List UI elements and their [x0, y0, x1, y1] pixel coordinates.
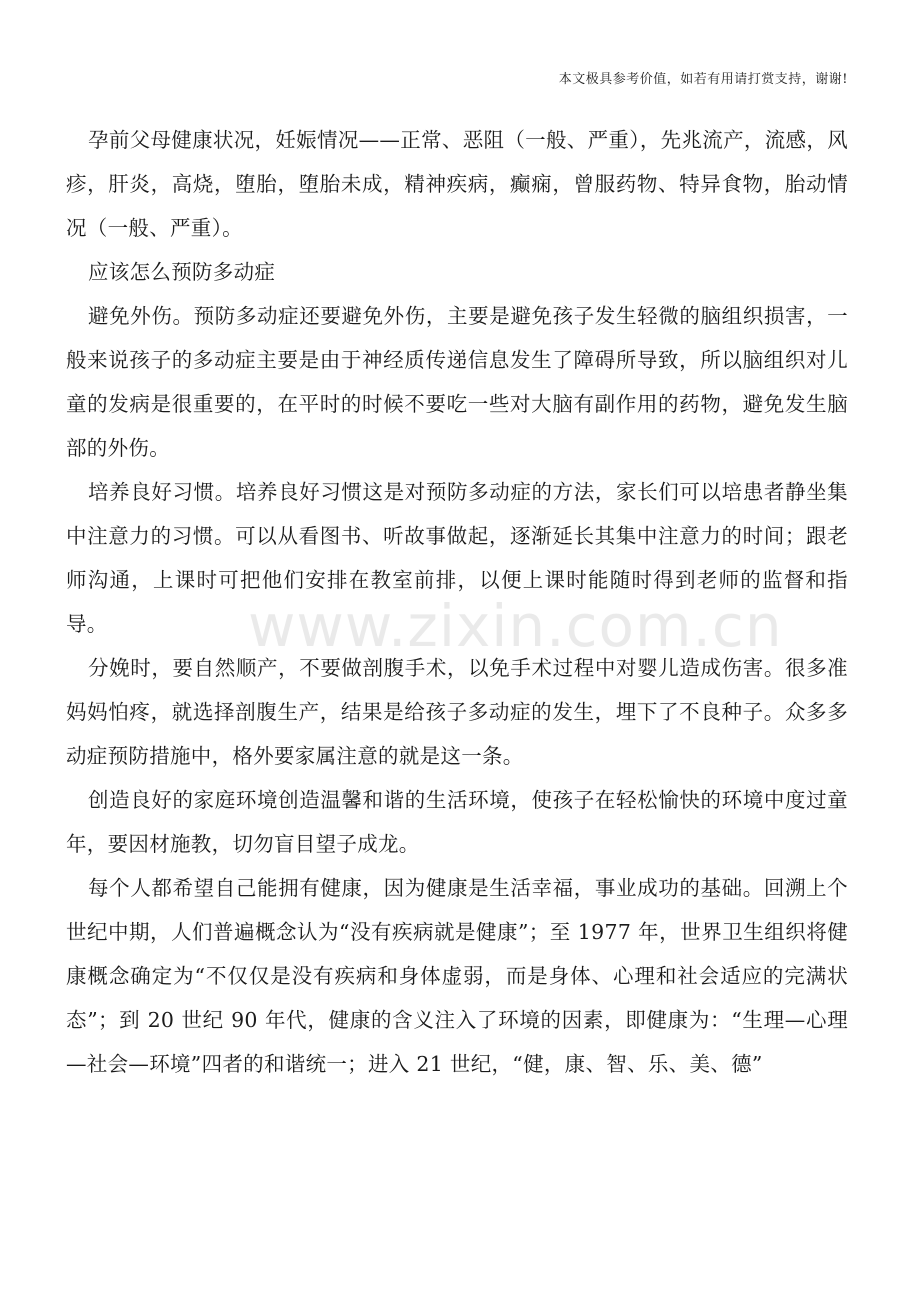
- paragraph-avoid-injury: 避免外伤。预防多动症还要避免外伤，主要是避免孩子发生轻微的脑组织损害，一般来说孩子的多动症主要是由于神经质传递信息发生了障碍所导致，所以脑组织对儿童的发病是很重要的，在平时的时候不要吃一些对大脑有副作用的药物，避免发生脑部的外伤。: [66, 304, 848, 460]
- paragraph-health-concept: 每个人都希望自己能拥有健康，因为健康是生活幸福，事业成功的基础。回溯上个世纪中期，人们普遍概念认为“没有疾病就是健康”；至 1977 年，世界卫生组织将健康概念确定为“不仅仅是没有疾病和身体虚弱，而是身体、心理和社会适应的完满状态”；到 20 世纪 90 年代，健康的含义注入了环境的因素，即健康为：“生理—心理—社会—环境”四者的和谐统一；进入 21 世纪，“健，康、智、乐、美、德”: [66, 876, 848, 1076]
- paragraph-family-environment: 创造良好的家庭环境创造温馨和谐的生活环境，使孩子在轻松愉快的环境中度过童年，要因材施教，切勿盲目望子成龙。: [66, 788, 848, 856]
- paragraph-good-habits: 培养良好习惯。培养良好习惯这是对预防多动症的方法，家长们可以培患者静坐集中注意力的习惯。可以从看图书、听故事做起，逐渐延长其集中注意力的时间；跟老师沟通，上课时可把他们安排在教室前排，以便上课时能随时得到老师的监督和指导。: [66, 480, 848, 636]
- section-heading-prevention: 应该怎么预防多动症: [88, 260, 276, 284]
- paragraph-prenatal-health: 孕前父母健康状况，妊娠情况——正常、恶阻（一般、严重），先兆流产，流感，风疹，肝炎，高烧，堕胎，堕胎未成，精神疾病，癫痫，曾服药物、特异食物，胎动情况（一般、严重）。: [66, 128, 848, 240]
- watermark: www.zixin.com.cn: [248, 592, 783, 660]
- header-note: 本文极具参考价值，如若有用请打赏支持，谢谢!: [558, 72, 848, 87]
- paragraph-childbirth: 分娩时，要自然顺产，不要做剖腹手术，以免手术过程中对婴儿造成伤害。很多准妈妈怕疼，就选择剖腹生产，结果是给孩子多动症的发生，埋下了不良种子。众多多动症预防措施中，格外要家属注意的就是这一条。: [66, 656, 848, 768]
- document-body: [66, 118, 848, 1086]
